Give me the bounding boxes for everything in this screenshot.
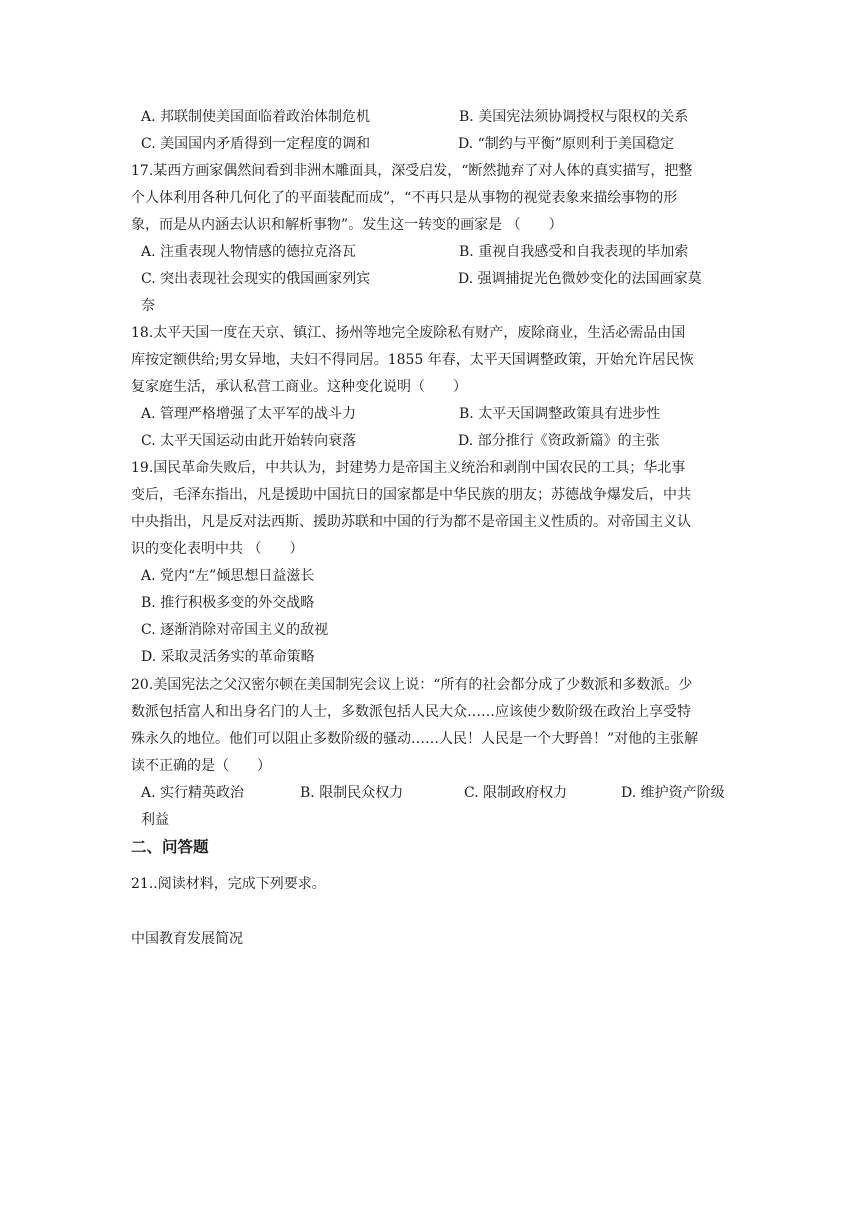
q19-option-c: C. 逐渐消除对帝国主义的敌视 [141,622,329,638]
q17-option-a: A. 注重表现人物情感的德拉克洛瓦 [141,244,357,260]
q17-option-c: C. 突出表现社会现实的俄国画家列宾 [141,271,371,287]
q21-stem: 21..阅读材料，完成下列要求。 [131,876,326,892]
q20-option-d-continued: 利益 [141,812,169,828]
q19-option-a: A. 党内“左”倾思想日益滋长 [141,568,315,584]
q20-option-b: B. 限制民众权力 [300,785,404,801]
q19-stem-line-3: 中央指出，凡是反对法西斯、援助苏联和中国的行为都不是帝国主义性质的。对帝国主义认 [131,514,691,530]
q19-stem-line-2: 变后，毛泽东指出，凡是援助中国抗日的国家都是中华民族的朋友；苏德战争爆发后，中共 [131,487,691,503]
q20-option-a: A. 实行精英政治 [141,785,245,801]
q18-option-c: C. 太平天国运动由此开始转向衰落 [141,433,357,449]
q16-option-d: D. “制约与平衡”原则利于美国稳定 [458,136,674,152]
q16-option-c: C. 美国国内矛盾得到一定程度的调和 [141,136,371,152]
q18-stem-line-1: 18.太平天国一度在天京、镇江、扬州等地完全废除私有财产，废除商业，生活必需品由国 [131,325,686,341]
q17-stem-line-2: 个人体利用各种几何化了的平面装配而成”，“不再只是从事物的视觉表象来描绘事物的形 [131,190,678,206]
q18-option-a: A. 管理严格增强了太平军的战斗力 [141,406,357,422]
q17-option-d: D. 强调捕捉光色微妙变化的法国画家莫 [458,271,702,287]
q19-option-d: D. 采取灵活务实的革命策略 [141,649,315,665]
q20-stem-line-1: 20.美国宪法之父汉密尔顿在美国制宪会议上说：“所有的社会都分成了少数派和多数派。少 [131,677,693,693]
q19-stem-line-1: 19.国民革命失败后，中共认为，封建势力是帝国主义统治和剥削中国农民的工具；华北事 [131,460,686,476]
q20-option-d: D. 维护资产阶级 [621,785,725,801]
q20-stem-line-4: 读不正确的是（ ） [131,758,271,774]
q20-option-c: C. 限制政府权力 [464,785,568,801]
q16-option-a: A. 邦联制使美国面临着政治体制危机 [141,109,371,125]
q20-stem-line-2: 数派包括富人和出身名门的人士，多数派包括人民大众……应该使少数阶级在政治上享受特 [131,704,691,720]
q17-stem-line-3: 象，而是从内涵去认识和解析事物”。发生这一转变的画家是 （ ） [131,217,563,233]
q18-option-b: B. 太平天国调整政策具有进步性 [459,406,661,422]
q18-stem-line-3: 复家庭生活，承认私营工商业。这种变化说明（ ） [131,379,467,395]
q18-stem-line-2: 库按定额供给;男女异地，夫妇不得同居。1855 年春，太平天国调整政策，开始允许居民恢 [131,352,694,368]
q16-option-b: B. 美国宪法须协调授权与限权的关系 [459,109,689,125]
q19-stem-line-4: 识的变化表明中共 （ ） [131,541,304,557]
q17-option-b: B. 重视自我感受和自我表现的毕加索 [459,244,689,260]
q21-material-title: 中国教育发展简况 [131,931,243,947]
section-heading: 二、问答题 [131,838,209,856]
q19-option-b: B. 推行积极多变的外交战略 [141,595,315,611]
q17-stem-line-1: 17.某西方画家偶然间看到非洲木雕面具，深受启发，“断然抛弃了对人体的真实描写，把整 [131,163,693,179]
q20-stem-line-3: 殊永久的地位。他们可以阻止多数阶级的骚动……人民！人民是一个大野兽！”对他的主张解 [131,731,699,747]
q17-option-d-continued: 奈 [141,298,155,314]
q18-option-d: D. 部分推行《资政新篇》的主张 [458,433,660,449]
